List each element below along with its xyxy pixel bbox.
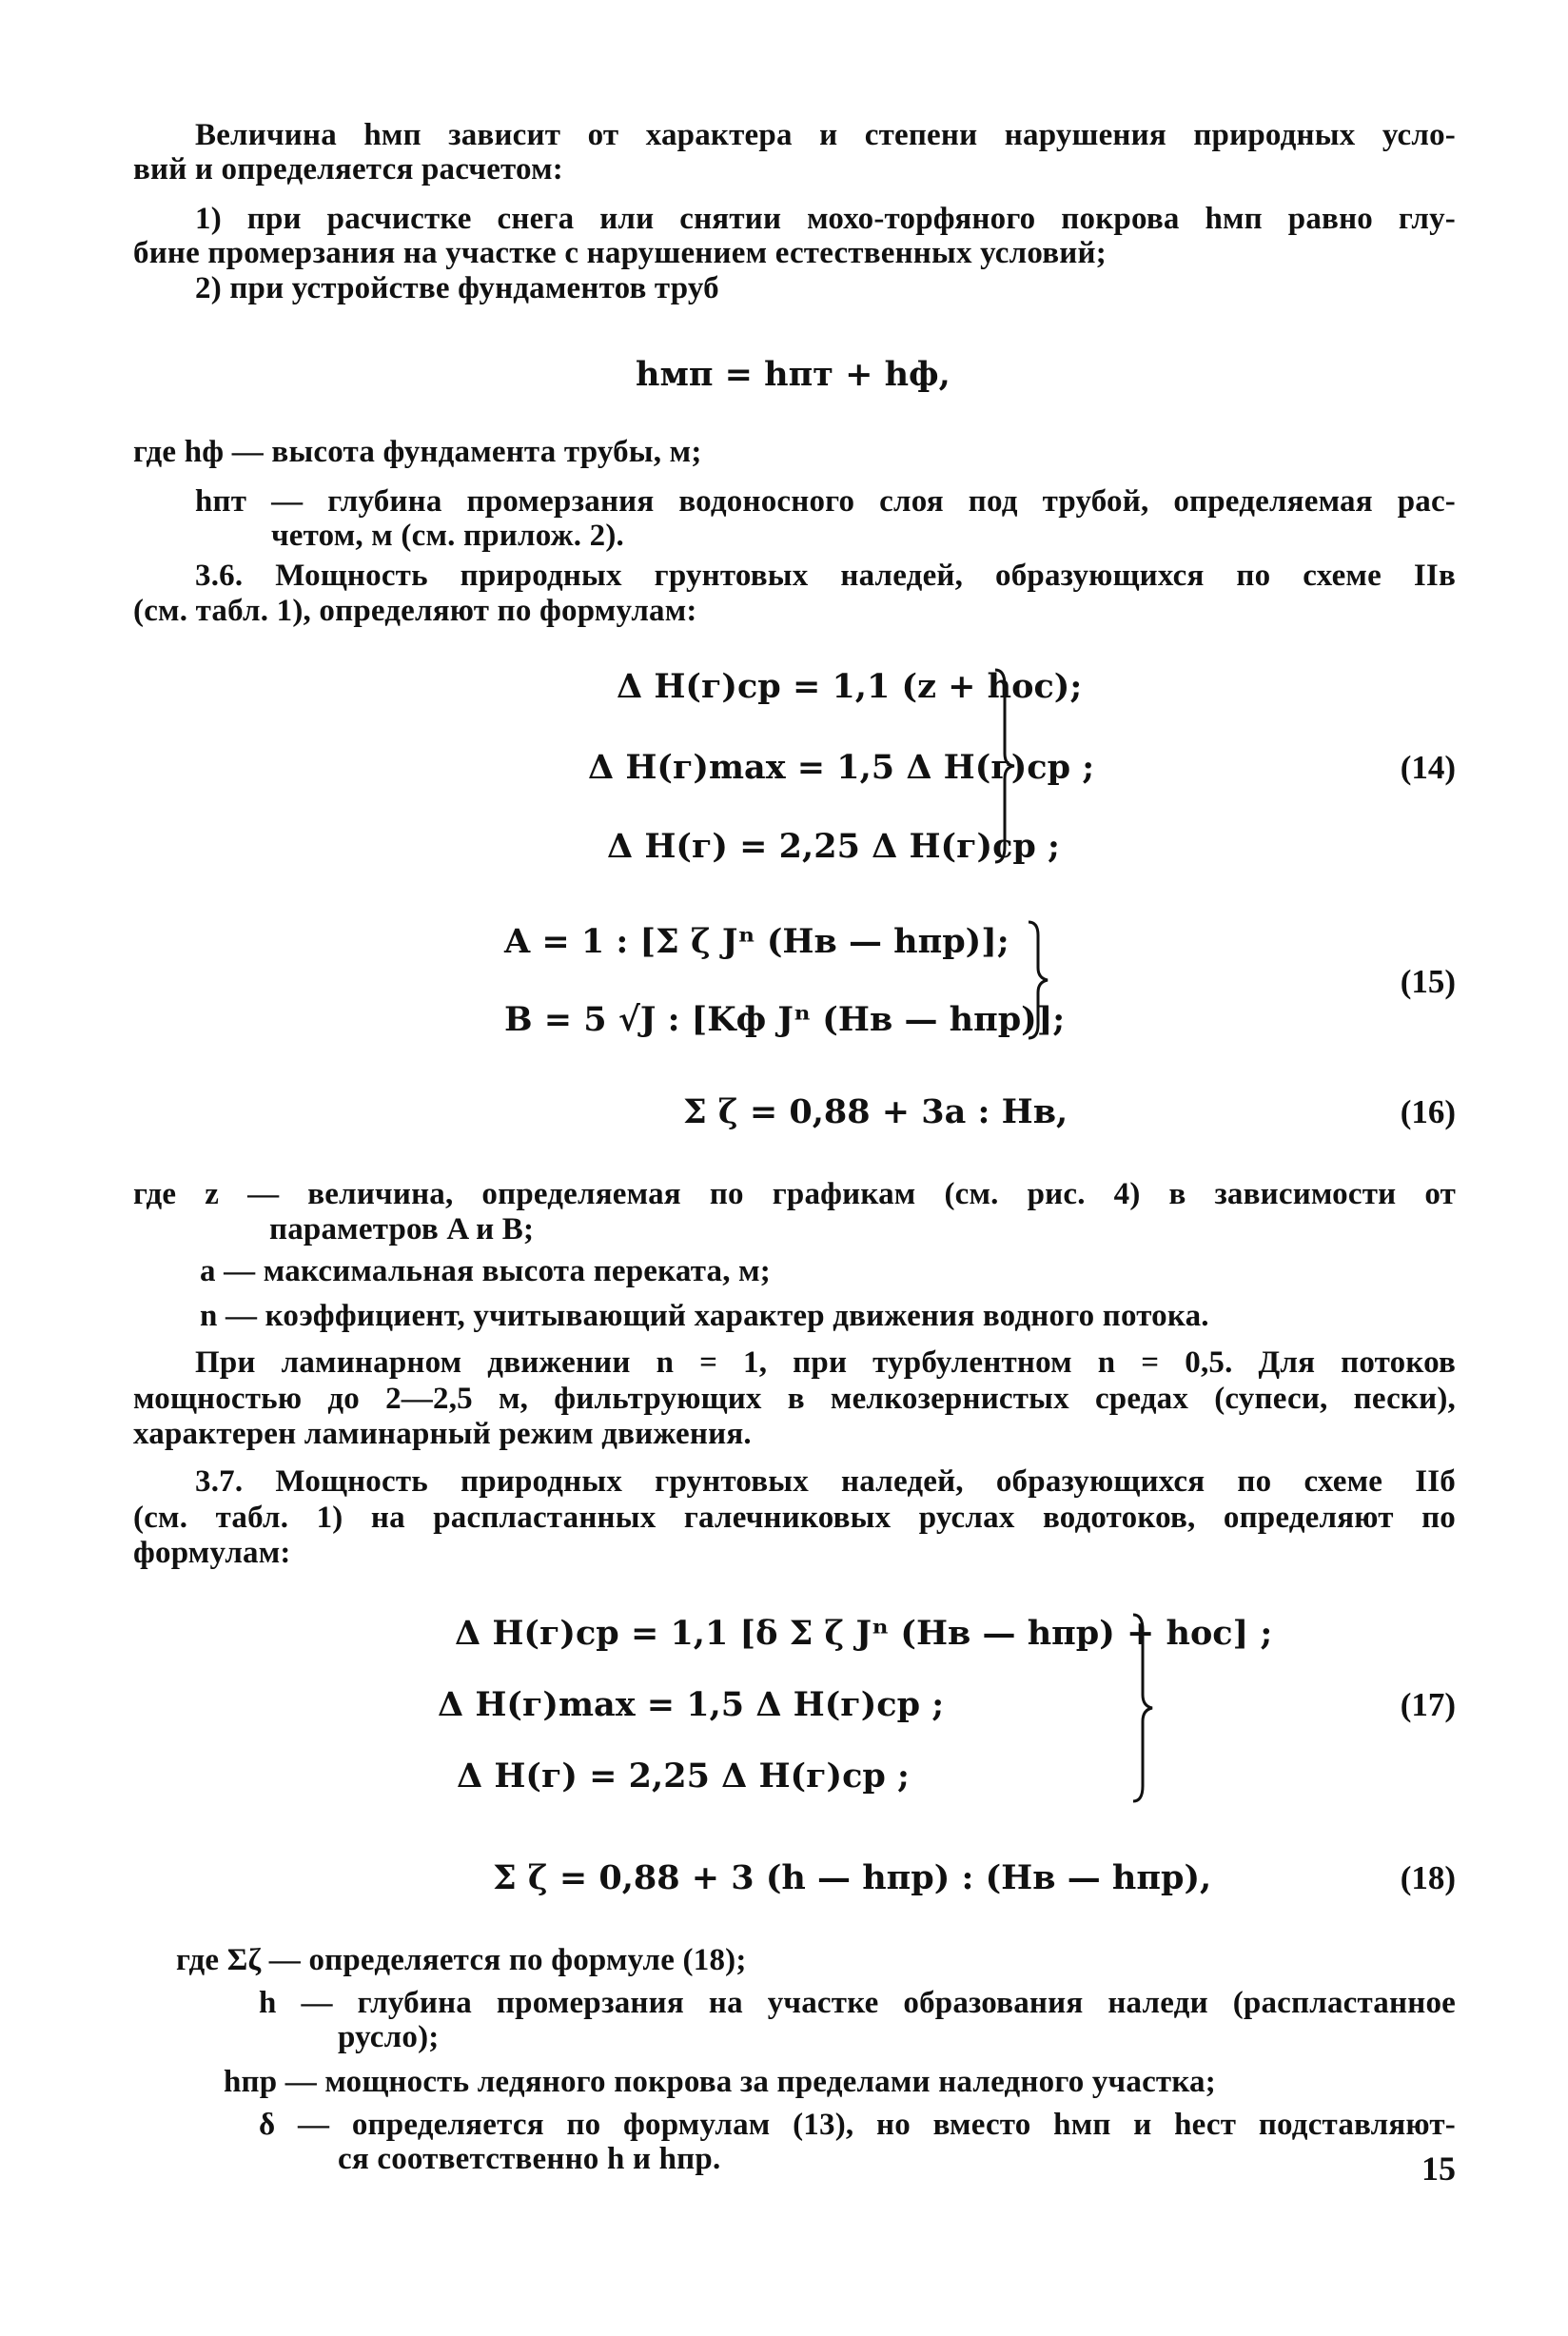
equation-18: Σ ζ = 0,88 + 3 (h — hпр) : (Hв — hпр), bbox=[493, 1858, 1212, 1897]
definition-line: где Σζ — определяется по формуле (18); bbox=[176, 1943, 747, 1977]
paragraph-line: мощностью до 2—2,5 м, фильтрующих в мелкозернистых средах (супеси, пески), bbox=[133, 1382, 1456, 1416]
right-brace-icon bbox=[1127, 1611, 1156, 1806]
paragraph-line: формулам: bbox=[133, 1536, 291, 1570]
paragraph-line: вий и определяется расчетом: bbox=[133, 152, 563, 186]
equation-number: (15) bbox=[1400, 963, 1456, 1000]
equation-14-line: Δ H(г) = 2,25 Δ H(г)ср ; bbox=[607, 827, 1060, 866]
list-item-line: 2) при устройстве фундаментов труб bbox=[195, 271, 719, 305]
list-item-line: 1) при расчистке снега или снятии мохо-торфяного покрова hмп равно глу- bbox=[195, 202, 1456, 236]
equation-16: Σ ζ = 0,88 + 3a : Hв, bbox=[683, 1092, 1068, 1131]
equation-17-line: Δ H(г) = 2,25 Δ H(г)ср ; bbox=[457, 1757, 910, 1796]
definition-line: ся соответственно h и hпр. bbox=[338, 2142, 721, 2176]
definition-line: где hф — высота фундамента трубы, м; bbox=[133, 435, 702, 469]
paragraph-line: характерен ламинарный режим движения. bbox=[133, 1417, 752, 1451]
definition-line: n — коэффициент, учитывающий характер движения водного потока. bbox=[200, 1299, 1209, 1333]
page-number: 15 bbox=[1421, 2150, 1456, 2188]
definition-line: a — максимальная высота переката, м; bbox=[200, 1254, 771, 1288]
paragraph-line: Величина hмп зависит от характера и степени нарушения природных усло- bbox=[195, 118, 1456, 152]
list-item-line: бине промерзания на участке с нарушением естественных условий; bbox=[133, 236, 1107, 270]
equation-15-line: A = 1 : [Σ ζ Jⁿ (Hв — hпр)]; bbox=[504, 922, 1009, 961]
definition-line: δ — определяется по формулам (13), но вместо hмп и hест подставляют- bbox=[259, 2108, 1456, 2142]
paragraph-line: При ламинарном движении n = 1, при турбулентном n = 0,5. Для потоков bbox=[195, 1345, 1456, 1380]
equation-14-line: Δ H(г)ср = 1,1 (z + hос); bbox=[617, 667, 1083, 706]
definition-line: h — глубина промерзания на участке образования наледи (распластанное bbox=[259, 1986, 1456, 2020]
equation-17-line: Δ H(г)max = 1,5 Δ H(г)ср ; bbox=[438, 1685, 945, 1724]
equation-17-line: Δ H(г)ср = 1,1 [δ Σ ζ Jⁿ (Hв — hпр) + hос] ; bbox=[455, 1614, 1273, 1653]
equation-number: (14) bbox=[1400, 749, 1456, 786]
definition-line: русло); bbox=[338, 2020, 440, 2054]
paragraph-line: (см. табл. 1) на распластанных галечниковых руслах водотоков, определяют по bbox=[133, 1501, 1456, 1535]
equation-number: (16) bbox=[1400, 1093, 1456, 1130]
section-heading-3-7: 3.7. Мощность природных грунтовых наледей, образующихся по схеме IIб bbox=[195, 1464, 1456, 1499]
equation-14-line: Δ H(г)max = 1,5 Δ H(г)ср ; bbox=[588, 748, 1095, 787]
equation-number: (18) bbox=[1400, 1859, 1456, 1896]
equation-15-line: B = 5 √J : [Kф Jⁿ (Hв — hпр)]; bbox=[504, 1000, 1066, 1039]
definition-line: четом, м (см. прилож. 2). bbox=[271, 519, 624, 553]
right-brace-icon bbox=[1023, 918, 1051, 1042]
equation-number: (17) bbox=[1400, 1686, 1456, 1723]
definition-line: hпт — глубина промерзания водоносного слоя под трубой, определяемая рас- bbox=[195, 484, 1456, 519]
definition-line: где z — величина, определяемая по графикам (см. рис. 4) в зависимости от bbox=[133, 1177, 1456, 1211]
paragraph-line: (см. табл. 1), определяют по формулам: bbox=[133, 594, 697, 628]
definition-line: hпр — мощность ледяного покрова за пределами наледного участка; bbox=[224, 2065, 1216, 2099]
definition-line: параметров A и B; bbox=[269, 1212, 535, 1247]
right-brace-icon bbox=[990, 666, 1018, 866]
formula-hmp: hмп = hпт + hф, bbox=[636, 355, 951, 394]
section-heading-3-6: 3.6. Мощность природных грунтовых наледей, образующихся по схеме IIв bbox=[195, 559, 1456, 593]
